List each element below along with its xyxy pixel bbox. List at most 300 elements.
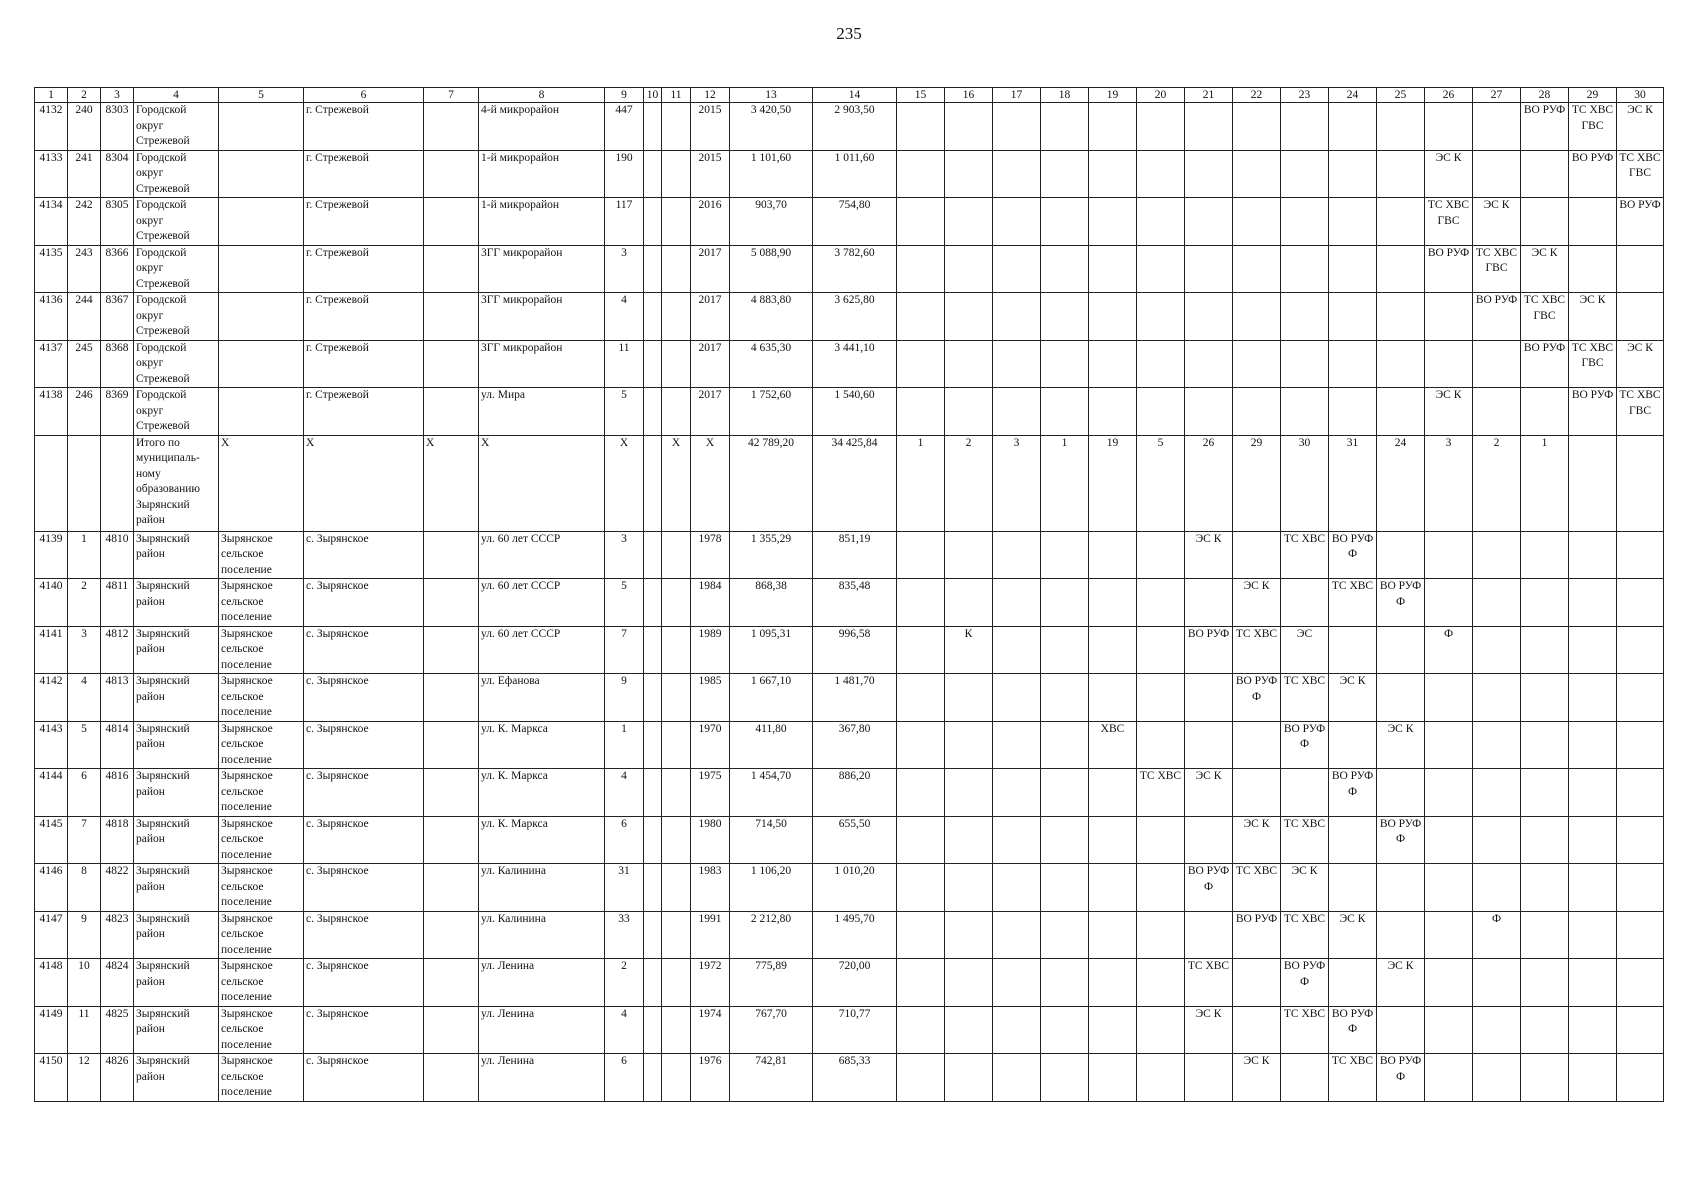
table-cell: 117 (605, 198, 644, 246)
table-cell: 767,70 (730, 1006, 813, 1054)
table-cell (1041, 531, 1089, 579)
table-row (35, 674, 1664, 722)
table-cell: ЭС К (1377, 959, 1425, 1007)
table-cell (424, 626, 479, 674)
table-cell: ВО РУФ (1617, 198, 1664, 246)
table-cell (424, 769, 479, 817)
table-cell (424, 864, 479, 912)
table-cell: 240 (68, 103, 101, 151)
table-cell (1233, 388, 1281, 436)
table-cell (1473, 150, 1521, 198)
table-cell: 4825 (101, 1006, 134, 1054)
table-cell (897, 198, 945, 246)
table-cell: 8369 (101, 388, 134, 436)
table-cell (1089, 198, 1137, 246)
table-cell (1425, 531, 1473, 579)
table-cell: 11 (68, 1006, 101, 1054)
table-cell (1089, 103, 1137, 151)
table-cell: 1 (1041, 435, 1089, 531)
table-cell: 30 (1281, 435, 1329, 531)
table-cell: с. Зырянское (304, 579, 424, 627)
table-cell (1137, 721, 1185, 769)
table-cell: г. Стрежевой (304, 293, 424, 341)
table-cell (1425, 864, 1473, 912)
table-cell (945, 1006, 993, 1054)
table-cell (993, 864, 1041, 912)
table-cell (993, 531, 1041, 579)
table-cell (1377, 911, 1425, 959)
table-cell: 4137 (35, 340, 68, 388)
table-cell: 1-й микрорайон (479, 198, 605, 246)
table-cell (1089, 911, 1137, 959)
table-cell: ЭС К (1425, 150, 1473, 198)
column-number-cell: 23 (1281, 88, 1329, 103)
table-cell: 851,19 (813, 531, 897, 579)
table-cell (424, 388, 479, 436)
column-number-row (35, 88, 1664, 103)
table-cell (1617, 864, 1664, 912)
table-cell: 26 (1185, 435, 1233, 531)
table-cell: 1984 (691, 579, 730, 627)
table-cell (1185, 150, 1233, 198)
table-cell (1377, 103, 1425, 151)
table-cell: 3 441,10 (813, 340, 897, 388)
table-cell: с. Зырянское (304, 1054, 424, 1102)
table-cell (662, 864, 691, 912)
table-cell: Х (479, 435, 605, 531)
table-cell (1425, 103, 1473, 151)
table-cell: 1974 (691, 1006, 730, 1054)
table-cell (424, 150, 479, 198)
table-cell: 1 (68, 531, 101, 579)
table-cell: 868,38 (730, 579, 813, 627)
table-cell: с. Зырянское (304, 959, 424, 1007)
table-cell: ТС ХВС ГВС (1569, 103, 1617, 151)
table-cell: ЭС К (1233, 1054, 1281, 1102)
table-cell: 4813 (101, 674, 134, 722)
table-cell: 1 (605, 721, 644, 769)
table-cell (662, 579, 691, 627)
table-cell: 3 (993, 435, 1041, 531)
table-cell (662, 388, 691, 436)
table-cell (897, 626, 945, 674)
table-cell (1281, 388, 1329, 436)
table-cell: ЭС К (1329, 911, 1377, 959)
column-number-cell: 2 (68, 88, 101, 103)
table-cell (424, 674, 479, 722)
table-cell (644, 340, 662, 388)
table-cell (1377, 245, 1425, 293)
table-cell: 835,48 (813, 579, 897, 627)
table-cell: 4150 (35, 1054, 68, 1102)
table-cell: 4823 (101, 911, 134, 959)
table-cell (1185, 293, 1233, 341)
table-cell (1617, 531, 1664, 579)
column-number-cell: 30 (1617, 88, 1664, 103)
table-cell: 8366 (101, 245, 134, 293)
table-cell (1137, 293, 1185, 341)
table-cell (1425, 293, 1473, 341)
table-cell (644, 150, 662, 198)
table-cell (1617, 1006, 1664, 1054)
table-cell: Зырянский район (134, 1006, 219, 1054)
table-cell (1329, 388, 1377, 436)
table-cell (1521, 388, 1569, 436)
table-cell: Зырянское сельское поселение (219, 674, 304, 722)
table-cell: 8303 (101, 103, 134, 151)
table-cell (1425, 959, 1473, 1007)
table-cell (662, 1006, 691, 1054)
table-cell: 9 (68, 911, 101, 959)
table-cell (897, 864, 945, 912)
table-cell (1041, 674, 1089, 722)
table-cell (897, 769, 945, 817)
table-cell: Х (605, 435, 644, 531)
table-cell: 3 (605, 531, 644, 579)
table-cell (1089, 674, 1137, 722)
table-cell (993, 103, 1041, 151)
table-cell: ВО РУФ Ф (1281, 721, 1329, 769)
table-cell (897, 959, 945, 1007)
column-number-cell: 17 (993, 88, 1041, 103)
table-cell (993, 769, 1041, 817)
table-cell (1281, 579, 1329, 627)
table-cell (1041, 103, 1089, 151)
table-cell (644, 721, 662, 769)
table-cell: ЭС К (1233, 579, 1281, 627)
column-number-cell: 26 (1425, 88, 1473, 103)
table-cell: Зырянское сельское поселение (219, 959, 304, 1007)
table-row (35, 1054, 1664, 1102)
table-cell: с. Зырянское (304, 626, 424, 674)
table-cell (1521, 531, 1569, 579)
table-cell (1185, 674, 1233, 722)
table-cell: 4134 (35, 198, 68, 246)
table-cell (1473, 626, 1521, 674)
table-cell (1473, 103, 1521, 151)
table-cell (1089, 626, 1137, 674)
table-cell (662, 198, 691, 246)
table-cell (662, 769, 691, 817)
table-row (35, 626, 1664, 674)
table-cell: г. Стрежевой (304, 245, 424, 293)
table-cell: 3 (1425, 435, 1473, 531)
table-cell (1041, 579, 1089, 627)
table-cell (1521, 1054, 1569, 1102)
table-cell (1377, 864, 1425, 912)
table-cell (1569, 245, 1617, 293)
table-cell: 3 625,80 (813, 293, 897, 341)
table-cell: 4 635,30 (730, 340, 813, 388)
table-cell (1521, 769, 1569, 817)
table-cell (897, 340, 945, 388)
table-cell (993, 150, 1041, 198)
table-cell (1425, 340, 1473, 388)
table-cell: ул. К. Маркса (479, 769, 605, 817)
table-cell (1473, 579, 1521, 627)
table-cell: 8368 (101, 340, 134, 388)
table-cell (897, 103, 945, 151)
table-cell: 1 481,70 (813, 674, 897, 722)
table-cell: 1989 (691, 626, 730, 674)
table-cell (1233, 150, 1281, 198)
table-cell (1089, 1006, 1137, 1054)
table-cell (1521, 1006, 1569, 1054)
table-cell: 4-й микрорайон (479, 103, 605, 151)
table-cell: ТС ХВС (1185, 959, 1233, 1007)
table-cell (219, 293, 304, 341)
table-cell (1089, 245, 1137, 293)
table-cell (1185, 579, 1233, 627)
table-cell (1473, 769, 1521, 817)
table-cell: ул. Мира (479, 388, 605, 436)
table-cell (662, 245, 691, 293)
table-cell: ВО РУФ (1569, 150, 1617, 198)
table-cell: ТС ХВС (1233, 864, 1281, 912)
table-row (35, 959, 1664, 1007)
table-cell (993, 1006, 1041, 1054)
table-cell (993, 245, 1041, 293)
table-cell: ТС ХВС ГВС (1617, 150, 1664, 198)
table-cell (1329, 245, 1377, 293)
table-cell (993, 340, 1041, 388)
table-cell (1137, 959, 1185, 1007)
column-number-cell: 22 (1233, 88, 1281, 103)
table-cell: 1985 (691, 674, 730, 722)
housing-register-table (34, 87, 1664, 1102)
table-cell: Зырянский район (134, 531, 219, 579)
page-number: 235 (836, 24, 862, 43)
column-number-cell: 27 (1473, 88, 1521, 103)
table-row (35, 198, 1664, 246)
table-row (35, 721, 1664, 769)
table-cell: 2 (945, 435, 993, 531)
table-cell (1569, 816, 1617, 864)
table-cell (1569, 579, 1617, 627)
table-cell (1233, 531, 1281, 579)
table-cell: Городской округ Стрежевой (134, 150, 219, 198)
table-cell: 1 667,10 (730, 674, 813, 722)
table-cell: ЭС К (1281, 864, 1329, 912)
table-cell (424, 721, 479, 769)
column-number-cell: 19 (1089, 88, 1137, 103)
table-cell (424, 245, 479, 293)
table-cell: 190 (605, 150, 644, 198)
table-cell: Итого по муниципаль-ному образованию Зырянский район (134, 435, 219, 531)
table-cell: 2 (1473, 435, 1521, 531)
table-body (35, 88, 1664, 1102)
table-cell (424, 198, 479, 246)
table-cell (1473, 674, 1521, 722)
table-cell (1425, 1006, 1473, 1054)
table-cell: 1 495,70 (813, 911, 897, 959)
table-cell (1233, 721, 1281, 769)
table-cell (945, 911, 993, 959)
table-cell: Х (691, 435, 730, 531)
table-cell: ВО РУФ Ф (1185, 864, 1233, 912)
table-cell (219, 245, 304, 293)
table-cell (1617, 769, 1664, 817)
table-cell (1569, 626, 1617, 674)
table-cell (1617, 579, 1664, 627)
table-row (35, 769, 1664, 817)
table-cell (1521, 864, 1569, 912)
column-number-cell: 3 (101, 88, 134, 103)
table-cell (1041, 245, 1089, 293)
table-cell (1617, 293, 1664, 341)
table-cell: 4142 (35, 674, 68, 722)
table-cell (1137, 245, 1185, 293)
table-cell: 243 (68, 245, 101, 293)
table-cell (1281, 340, 1329, 388)
table-cell (993, 674, 1041, 722)
table-cell (644, 103, 662, 151)
table-cell: ЭС К (1329, 674, 1377, 722)
table-cell: 5 (68, 721, 101, 769)
table-cell (644, 435, 662, 531)
table-row (35, 579, 1664, 627)
table-cell (424, 1006, 479, 1054)
table-cell: 10 (68, 959, 101, 1007)
table-cell (1089, 293, 1137, 341)
table-cell: 242 (68, 198, 101, 246)
table-cell: Ф (1425, 626, 1473, 674)
table-cell: с. Зырянское (304, 911, 424, 959)
table-cell: с. Зырянское (304, 721, 424, 769)
table-cell (1329, 340, 1377, 388)
table-cell (1137, 911, 1185, 959)
table-cell (1473, 388, 1521, 436)
table-cell (1617, 816, 1664, 864)
table-cell (1041, 1054, 1089, 1102)
table-cell: 31 (605, 864, 644, 912)
table-cell (662, 816, 691, 864)
table-cell (101, 435, 134, 531)
table-cell (1089, 388, 1137, 436)
table-cell (1185, 388, 1233, 436)
table-cell (662, 340, 691, 388)
table-cell (1521, 150, 1569, 198)
table-cell: 447 (605, 103, 644, 151)
table-cell (1089, 1054, 1137, 1102)
table-cell: 903,70 (730, 198, 813, 246)
table-cell (1041, 816, 1089, 864)
table-cell: Городской округ Стрежевой (134, 198, 219, 246)
table-cell: 1 101,60 (730, 150, 813, 198)
table-cell (644, 388, 662, 436)
table-cell (1473, 1054, 1521, 1102)
table-cell: ВО РУФ Ф (1281, 959, 1329, 1007)
table-cell (644, 245, 662, 293)
column-number-cell: 20 (1137, 88, 1185, 103)
table-cell: 367,80 (813, 721, 897, 769)
table-cell (1041, 626, 1089, 674)
table-cell: 685,33 (813, 1054, 897, 1102)
table-cell (644, 198, 662, 246)
table-cell: ЭС К (1377, 721, 1425, 769)
table-cell: 1 (897, 435, 945, 531)
table-cell (662, 150, 691, 198)
table-cell (1089, 150, 1137, 198)
table-cell (897, 816, 945, 864)
table-cell (1137, 531, 1185, 579)
table-cell: с. Зырянское (304, 531, 424, 579)
table-cell (1617, 674, 1664, 722)
table-cell (993, 911, 1041, 959)
table-cell (1377, 531, 1425, 579)
table-cell: Городской округ Стрежевой (134, 388, 219, 436)
table-cell: с. Зырянское (304, 674, 424, 722)
column-number-cell: 29 (1569, 88, 1617, 103)
table-cell: Ф (1473, 911, 1521, 959)
table-cell: 1978 (691, 531, 730, 579)
table-cell: ВО РУФ Ф (1329, 769, 1377, 817)
table-cell (1569, 1006, 1617, 1054)
table-cell (662, 626, 691, 674)
table-cell: 8 (68, 864, 101, 912)
table-cell (993, 198, 1041, 246)
table-cell: 8367 (101, 293, 134, 341)
table-cell: 2 (605, 959, 644, 1007)
table-cell (945, 579, 993, 627)
table-cell: г. Стрежевой (304, 340, 424, 388)
table-cell (1041, 769, 1089, 817)
table-cell: 3ГГ микрорайон (479, 293, 605, 341)
table-cell (945, 721, 993, 769)
table-cell: 2 (68, 579, 101, 627)
table-cell (1041, 864, 1089, 912)
table-cell: 1 540,60 (813, 388, 897, 436)
table-cell: 886,20 (813, 769, 897, 817)
table-cell (1041, 911, 1089, 959)
table-cell: 8305 (101, 198, 134, 246)
table-cell: с. Зырянское (304, 769, 424, 817)
table-cell (219, 103, 304, 151)
table-cell (1617, 911, 1664, 959)
table-cell: с. Зырянское (304, 864, 424, 912)
table-cell (897, 293, 945, 341)
column-number-cell: 16 (945, 88, 993, 103)
table-cell (1233, 245, 1281, 293)
table-cell (1137, 864, 1185, 912)
table-cell (1185, 340, 1233, 388)
table-cell: ЭС К (1521, 245, 1569, 293)
table-cell: ТС ХВС (1137, 769, 1185, 817)
table-cell: К (945, 626, 993, 674)
table-cell (897, 579, 945, 627)
table-cell (662, 293, 691, 341)
table-cell: Зырянский район (134, 769, 219, 817)
table-cell (1185, 911, 1233, 959)
table-cell: 4824 (101, 959, 134, 1007)
table-cell (945, 674, 993, 722)
column-number-cell: 13 (730, 88, 813, 103)
table-cell (424, 340, 479, 388)
table-cell: ВО РУФ Ф (1329, 531, 1377, 579)
table-cell (1569, 959, 1617, 1007)
table-cell (219, 150, 304, 198)
total-row (35, 435, 1664, 531)
table-cell: 2017 (691, 340, 730, 388)
table-cell (993, 293, 1041, 341)
table-cell: Х (424, 435, 479, 531)
table-cell: 19 (1089, 435, 1137, 531)
table-cell (1425, 674, 1473, 722)
table-cell (644, 1006, 662, 1054)
table-cell (1137, 388, 1185, 436)
table-cell (897, 1054, 945, 1102)
table-cell: Х (304, 435, 424, 531)
